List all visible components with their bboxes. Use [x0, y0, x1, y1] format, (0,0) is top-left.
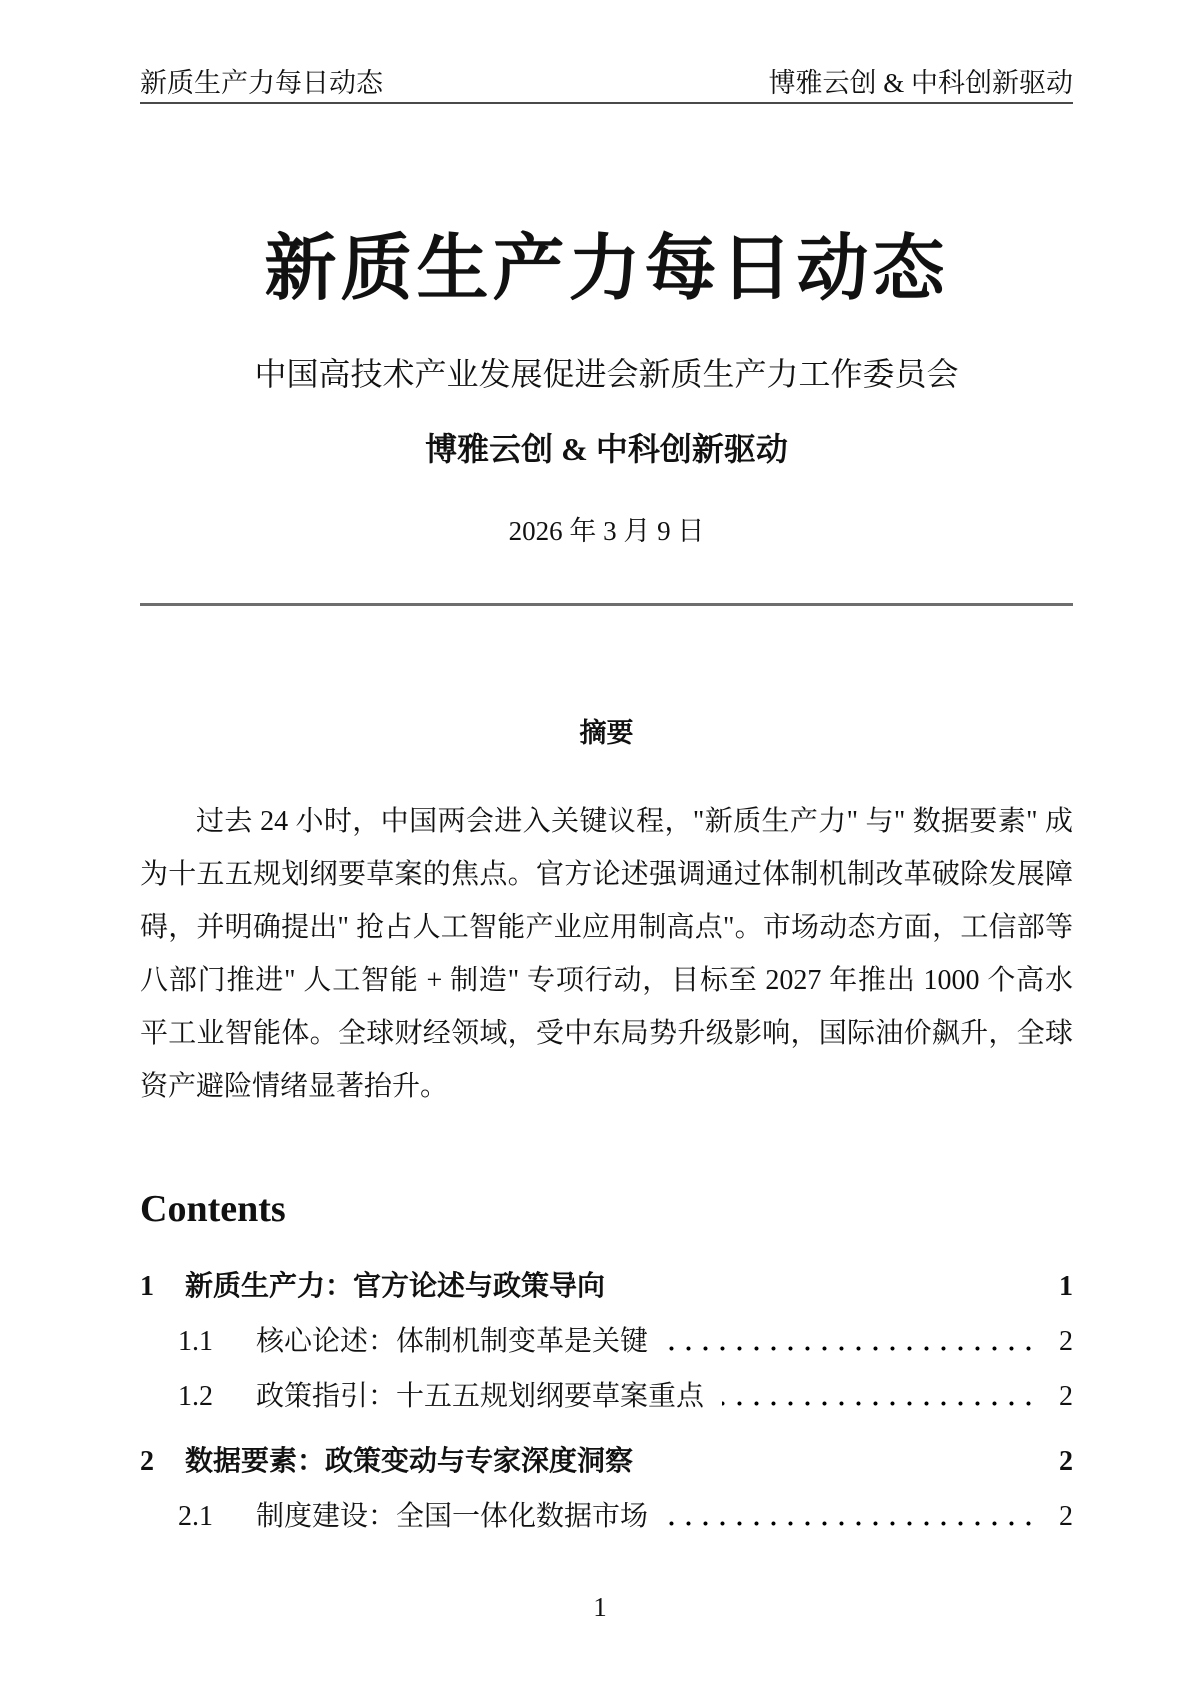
toc-entry-page: 2: [1059, 1446, 1073, 1478]
toc-entry-page: 2: [1059, 1326, 1073, 1358]
toc-dot-leader: [666, 1344, 1037, 1353]
table-of-contents: [140, 1270, 1073, 1534]
toc-entry-subsection-1-2[interactable]: [140, 1380, 1073, 1414]
toc-entry-page: 2: [1059, 1381, 1073, 1413]
document-subtitle: 中国高技术产业发展促进会新质生产力工作委员会: [254, 355, 959, 392]
contents-heading: Contents: [140, 1187, 286, 1230]
abstract-heading: 摘要: [579, 717, 634, 748]
document-authors: 博雅云创 & 中科创新驱动: [425, 431, 788, 468]
page-footer: [0, 1592, 1200, 1623]
toc-entry-title: 核心论述：体制机制变革是关键: [256, 1326, 649, 1358]
toc-entry-page: 1: [1059, 1271, 1073, 1303]
header-left-title: 新质生产力每日动态: [140, 68, 383, 98]
running-header: [140, 68, 1073, 99]
toc-entry-page: 2: [1059, 1501, 1073, 1533]
header-rule: [140, 102, 1073, 104]
toc-entry-subsection-1-1[interactable]: [140, 1325, 1073, 1359]
toc-dot-leader: [722, 1399, 1037, 1408]
abstract-body: 过去 24 小时，中国两会进入关键议程，"新质生产力" 与" 数据要素" 成为十五五规划纲要草案的焦点。官方论述强调通过体制机制改革破除发展障碍，并明确提出" 抢占人工智能产业应用制高点"。市场动态方面，工信部等八部门推进" 人工智能 + 制造" 专项行动，目标至 2027 年推出 1000 个高水平工业智能体。全球财经领域，受中东局势升级影响，国际油价飙升，全球资产避险情绪显著抬升。: [140, 805, 1073, 1102]
toc-entry-section-1[interactable]: [140, 1270, 1073, 1304]
titleblock-rule: [140, 603, 1073, 606]
toc-entry-number: 1.2: [178, 1381, 213, 1413]
document-date: 2026 年 3 月 9 日: [508, 515, 705, 546]
toc-dot-leader: [666, 1519, 1037, 1528]
toc-entry-title: 政策指引：十五五规划纲要草案重点: [256, 1381, 705, 1413]
toc-entry-number: 2: [140, 1446, 154, 1478]
toc-entry-number: 2.1: [178, 1501, 213, 1533]
page-number: 1: [593, 1592, 607, 1622]
toc-entry-number: 1.1: [178, 1326, 213, 1358]
toc-entry-title: 制度建设：全国一体化数据市场: [256, 1501, 649, 1533]
toc-entry-subsection-2-1[interactable]: [140, 1500, 1073, 1534]
document-title: 新质生产力每日动态: [264, 229, 949, 310]
toc-entry-section-2[interactable]: [140, 1445, 1073, 1479]
toc-entry-number: 1: [140, 1271, 154, 1303]
header-right-title: 博雅云创 & 中科创新驱动: [768, 68, 1073, 98]
toc-entry-title: 新质生产力：官方论述与政策导向: [185, 1271, 606, 1303]
toc-entry-title: 数据要素：政策变动与专家深度洞察: [185, 1446, 634, 1478]
